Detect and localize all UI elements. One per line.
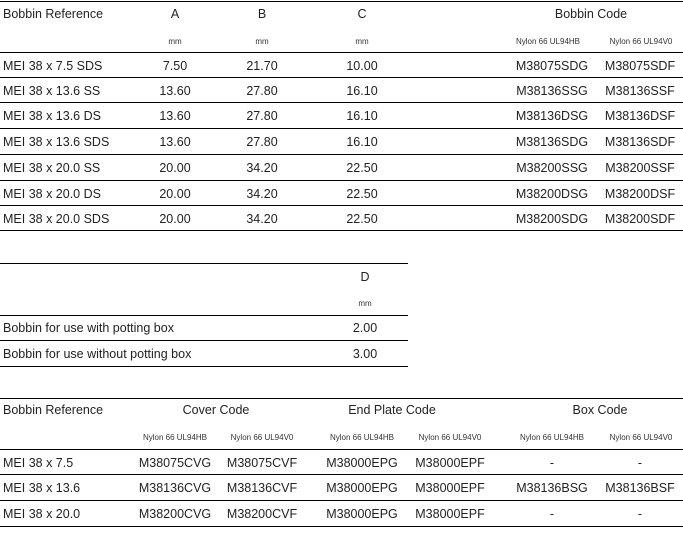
row-divider	[0, 128, 683, 129]
row-d-value: 2.00	[352, 321, 378, 335]
row-code-v0: M38136SDF	[604, 135, 676, 149]
unit-label: mm	[358, 299, 372, 308]
material-subheader: Nylon 66 UL94V0	[230, 433, 294, 442]
material-subheader: Nylon 66 UL94V0	[609, 433, 673, 442]
cover-code-header: Cover Code	[182, 403, 250, 417]
row-divider	[0, 180, 683, 181]
row-b-value: 21.70	[246, 59, 278, 73]
row-code-hb: M38136SSG	[516, 84, 588, 98]
end-plate-code-header: End Plate Code	[348, 403, 436, 417]
unit-label: mm	[355, 37, 369, 46]
row-endplate-v0: M38000EPF	[415, 507, 485, 521]
row-box-v0: -	[637, 456, 643, 470]
row-cover-v0: M38075CVF	[226, 456, 298, 470]
row-reference: MEI 38 x 7.5 SDS	[3, 59, 103, 73]
row-reference: MEI 38 x 7.5	[3, 456, 74, 470]
column-a-header: A	[170, 7, 180, 21]
row-b-value: 27.80	[246, 135, 278, 149]
row-cover-hb: M38075CVG	[138, 456, 212, 470]
row-endplate-hb: M38000EPG	[326, 456, 398, 470]
row-reference: MEI 38 x 20.0 SDS	[3, 212, 110, 226]
row-reference: MEI 38 x 13.6 SDS	[3, 135, 110, 149]
table-bottom-rule	[0, 366, 408, 367]
column-c-header: C	[357, 7, 367, 21]
row-cover-hb: M38200CVG	[138, 507, 212, 521]
unit-label: mm	[255, 37, 269, 46]
row-code-hb: M38075SDG	[515, 59, 589, 73]
row-a-value: 20.00	[159, 187, 191, 201]
row-reference: MEI 38 x 20.0	[3, 507, 81, 521]
row-cover-hb: M38136CVG	[138, 481, 212, 495]
row-description: Bobbin for use with potting box	[3, 321, 174, 335]
row-code-v0: M38136DSF	[604, 109, 676, 123]
material-subheader: Nylon 66 UL94HB	[329, 433, 395, 442]
row-c-value: 16.10	[346, 109, 378, 123]
box-code-header: Box Code	[572, 403, 628, 417]
row-endplate-v0: M38000EPF	[415, 481, 485, 495]
row-c-value: 16.10	[346, 84, 378, 98]
row-a-value: 20.00	[159, 212, 191, 226]
row-reference: MEI 38 x 20.0 DS	[3, 187, 101, 201]
row-reference: MEI 38 x 13.6 DS	[3, 109, 101, 123]
row-code-v0: M38200DSF	[604, 187, 676, 201]
row-divider	[0, 77, 683, 78]
row-a-value: 13.60	[159, 109, 191, 123]
row-box-hb: M38136BSG	[516, 481, 588, 495]
row-reference: MEI 38 x 13.6 SS	[3, 84, 101, 98]
row-divider	[0, 449, 683, 450]
row-divider	[0, 52, 683, 53]
row-a-value: 13.60	[159, 135, 191, 149]
row-a-value: 20.00	[159, 161, 191, 175]
row-box-v0: -	[637, 507, 643, 521]
row-d-value: 3.00	[352, 347, 378, 361]
row-code-hb: M38200SDG	[515, 212, 589, 226]
row-divider	[0, 474, 683, 475]
material-subheader: Nylon 66 UL94HB	[515, 37, 581, 46]
row-code-v0: M38075SDF	[604, 59, 676, 73]
row-b-value: 27.80	[246, 84, 278, 98]
unit-label: mm	[168, 37, 182, 46]
row-code-hb: M38136DSG	[515, 109, 589, 123]
row-description: Bobbin for use without potting box	[3, 347, 192, 361]
row-box-hb: -	[549, 456, 555, 470]
row-cover-v0: M38200CVF	[226, 507, 298, 521]
column-b-header: B	[257, 7, 267, 21]
row-code-v0: M38200SSF	[605, 161, 675, 175]
row-divider	[0, 154, 683, 155]
material-subheader: Nylon 66 UL94HB	[142, 433, 208, 442]
row-c-value: 10.00	[346, 59, 378, 73]
row-b-value: 34.20	[246, 187, 278, 201]
row-b-value: 34.20	[246, 212, 278, 226]
row-c-value: 22.50	[346, 212, 378, 226]
row-reference: MEI 38 x 20.0 SS	[3, 161, 101, 175]
row-divider	[0, 102, 683, 103]
row-box-v0: M38136BSF	[605, 481, 675, 495]
row-b-value: 34.20	[246, 161, 278, 175]
material-subheader: Nylon 66 UL94HB	[519, 433, 585, 442]
table-top-rule	[0, 398, 683, 399]
row-divider	[0, 500, 683, 501]
row-endplate-hb: M38000EPG	[326, 481, 398, 495]
row-reference: MEI 38 x 13.6	[3, 481, 81, 495]
row-code-hb: M38200SSG	[516, 161, 588, 175]
column-d-header: D	[360, 270, 370, 284]
row-box-hb: -	[549, 507, 555, 521]
row-endplate-v0: M38000EPF	[415, 456, 485, 470]
row-cover-v0: M38136CVF	[226, 481, 298, 495]
table-bottom-rule	[0, 526, 683, 527]
bobbin-reference-header: Bobbin Reference	[3, 7, 104, 21]
row-b-value: 27.80	[246, 109, 278, 123]
row-code-v0: M38200SDF	[604, 212, 676, 226]
material-subheader: Nylon 66 UL94V0	[609, 37, 673, 46]
row-c-value: 16.10	[346, 135, 378, 149]
row-c-value: 22.50	[346, 187, 378, 201]
table-top-rule	[0, 1, 683, 2]
bobbin-code-header: Bobbin Code	[554, 7, 628, 21]
row-code-v0: M38136SSF	[605, 84, 675, 98]
row-endplate-hb: M38000EPG	[326, 507, 398, 521]
bobbin-reference-header: Bobbin Reference	[3, 403, 104, 417]
table-bottom-rule	[0, 230, 683, 231]
row-a-value: 13.60	[159, 84, 191, 98]
row-divider	[0, 315, 408, 316]
row-divider	[0, 340, 408, 341]
row-a-value: 7.50	[162, 59, 188, 73]
row-code-hb: M38200DSG	[515, 187, 589, 201]
row-code-hb: M38136SDG	[515, 135, 589, 149]
row-c-value: 22.50	[346, 161, 378, 175]
table-top-rule	[0, 263, 408, 264]
material-subheader: Nylon 66 UL94V0	[418, 433, 482, 442]
row-divider	[0, 205, 683, 206]
